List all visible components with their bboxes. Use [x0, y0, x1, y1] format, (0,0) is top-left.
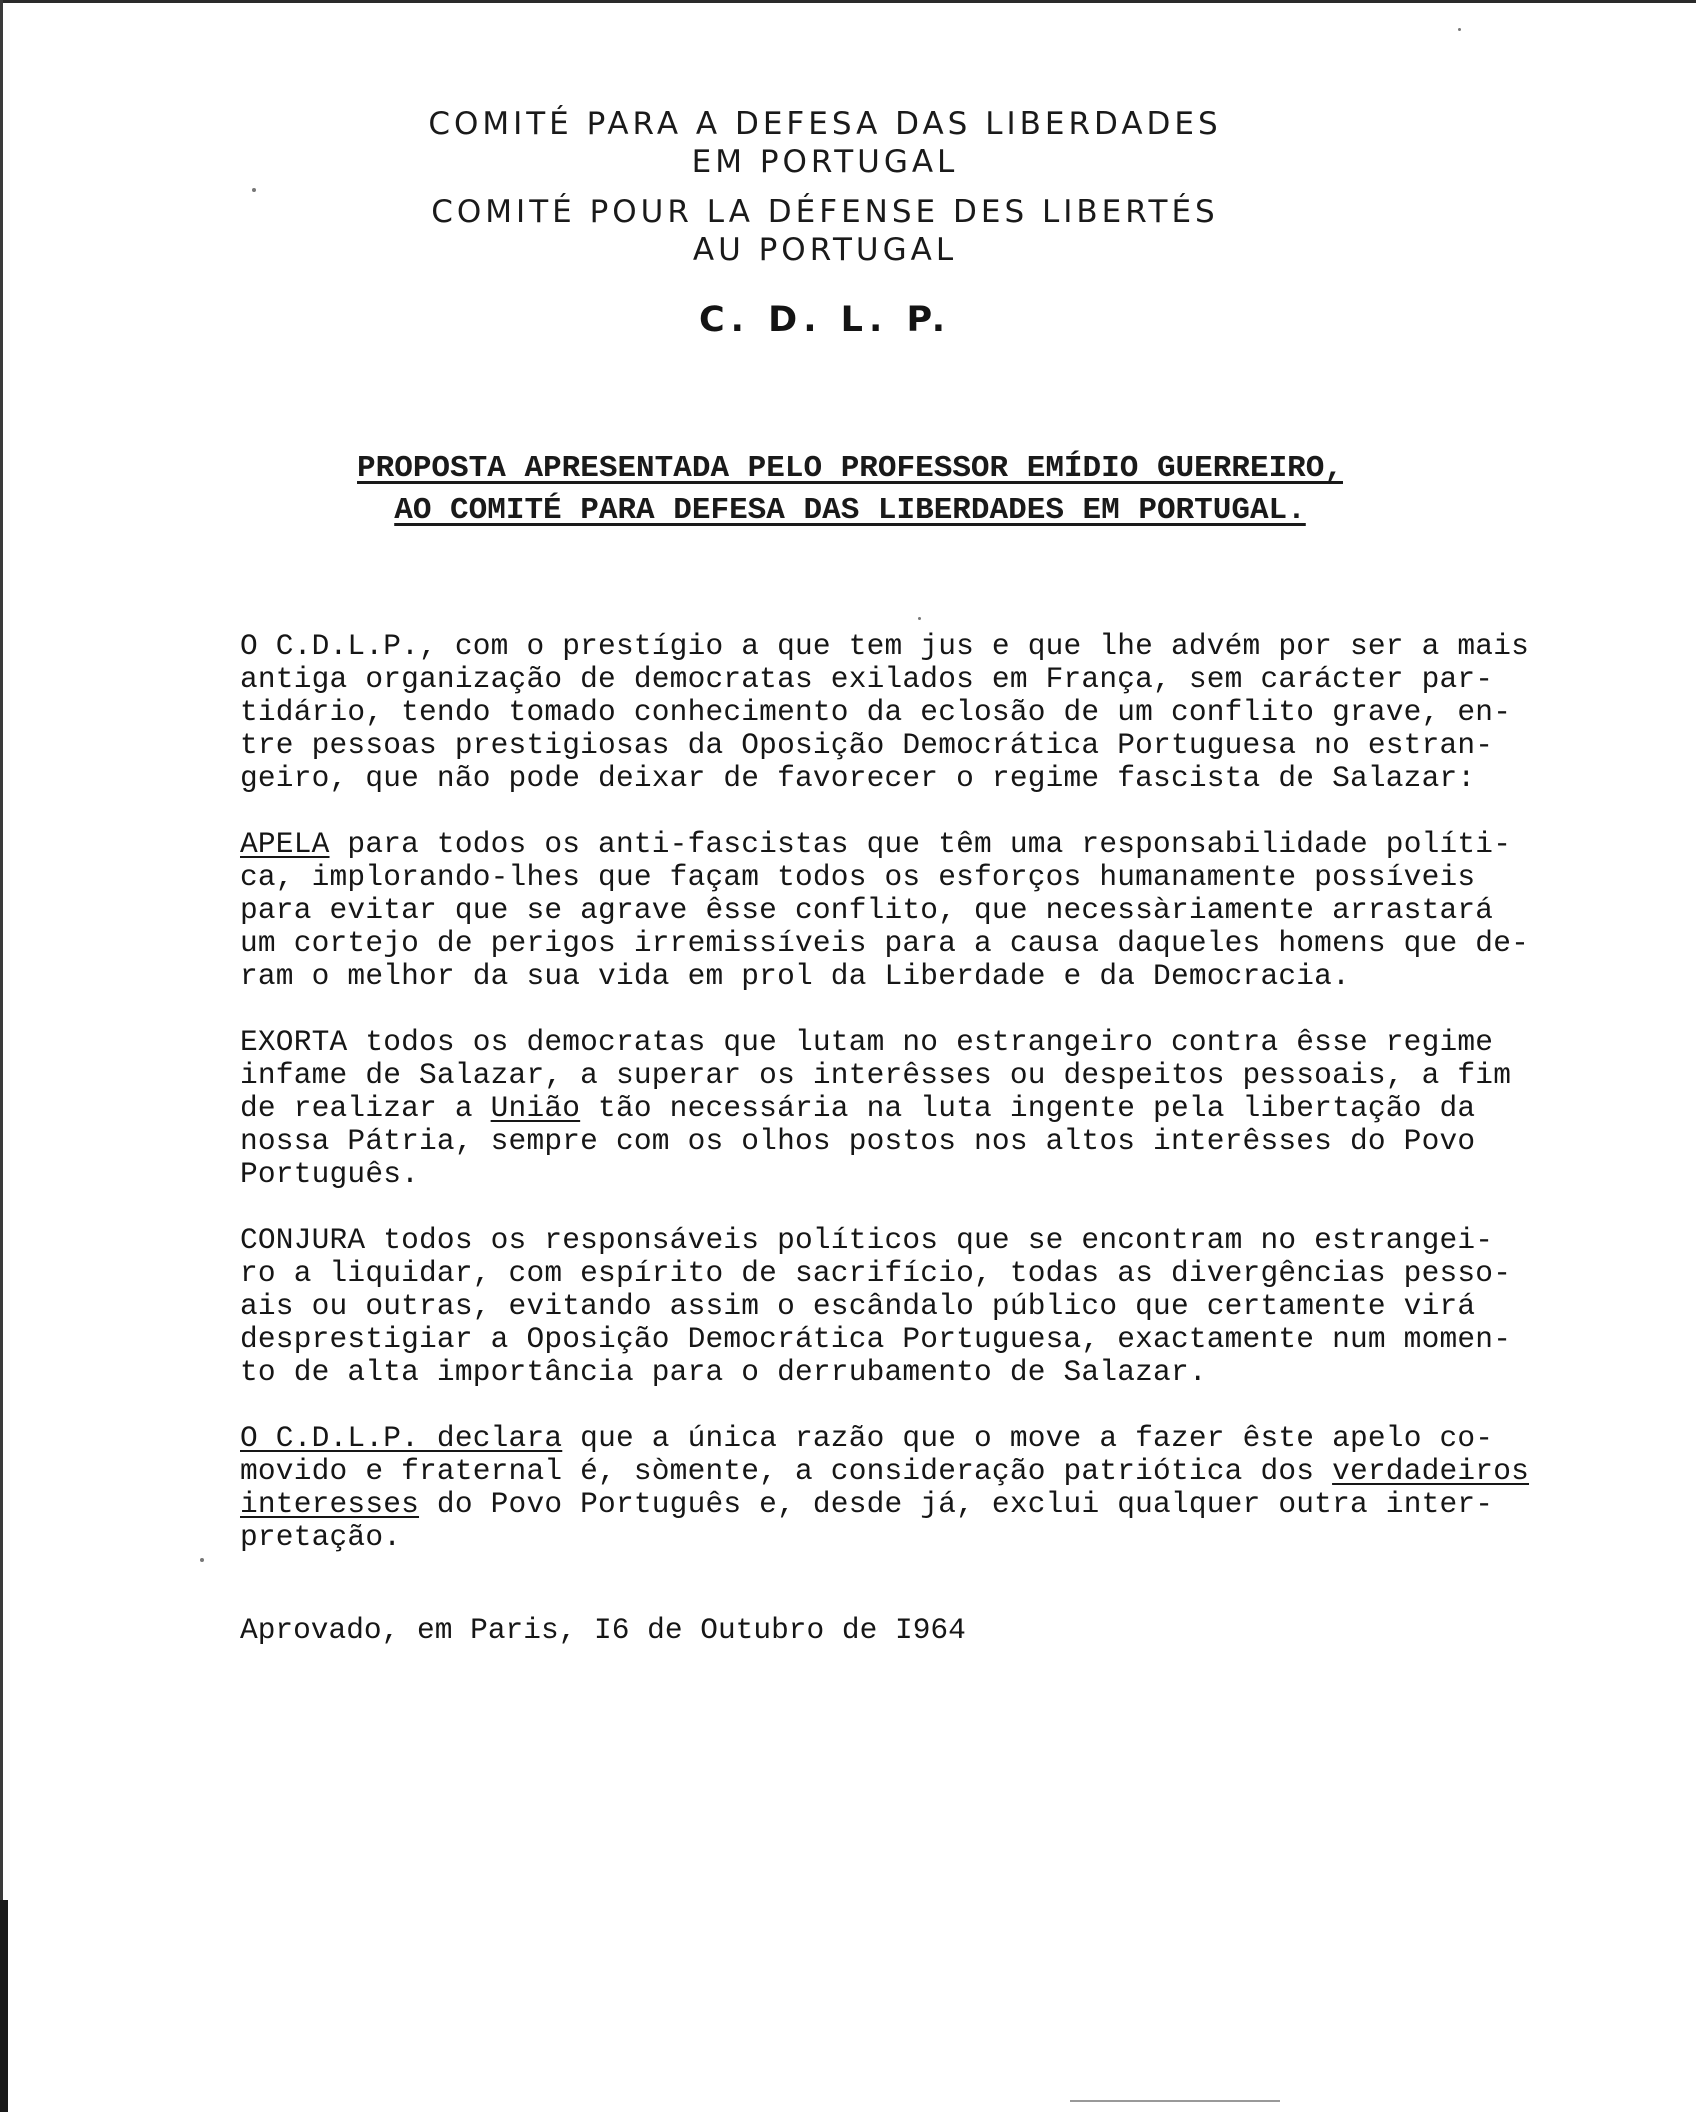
scan-smudge — [1070, 2100, 1280, 2102]
text-fragment: de realizar a — [240, 1091, 491, 1125]
text-line: EXORTA todos os democratas que lutam no estrangeiro contra êsse regime — [240, 1025, 1494, 1059]
text-line: to de alta importância para o derrubamento de Salazar. — [240, 1355, 1207, 1389]
paragraph-apela — [240, 828, 1650, 993]
text-line: pretação. — [240, 1520, 402, 1554]
text-line: tre pessoas prestigiosas da Oposição Democrática Portuguesa no estran- — [240, 728, 1494, 762]
text-line — [240, 1455, 1650, 1488]
text-line: desprestigiar a Oposição Democrática Portuguesa, exactamente num momen- — [240, 1322, 1512, 1356]
text-line: infame de Salazar, a superar os interêsses ou despeitos pessoais, a fim — [240, 1058, 1512, 1092]
keyword-apela: APELA — [240, 827, 330, 861]
text-line: CONJURA todos os responsáveis políticos que se encontram no estrangei- — [240, 1223, 1494, 1257]
letterhead-fr-line1: COMITÉ POUR LA DÉFENSE DES LIBERTÉS — [431, 194, 1219, 230]
text-fragment: que a única razão que o move a fazer êste apelo co- — [562, 1421, 1494, 1455]
document-body — [240, 630, 1650, 1587]
text-line: um cortejo de perigos irremissíveis para a causa daqueles homens que de- — [240, 926, 1530, 960]
keyword-verdadeiros: verdadeiros — [1332, 1454, 1530, 1488]
letterhead-fr-line2: AU PORTUGAL — [692, 232, 958, 268]
text-line — [240, 1422, 1650, 1455]
proposal-title — [300, 448, 1400, 532]
text-line: tidário, tendo tomado conhecimento da eclosão de um conflito grave, en- — [240, 695, 1512, 729]
paragraph-intro — [240, 630, 1650, 795]
proposal-title-line2: AO COMITÉ PARA DEFESA DAS LIBERDADES EM PORTUGAL. — [394, 493, 1306, 528]
text-line: ram o melhor da sua vida em prol da Liberdade e da Democracia. — [240, 959, 1350, 993]
text-line: ro a liquidar, com espírito de sacrifício, todas as divergências pesso- — [240, 1256, 1512, 1290]
paragraph-declara — [240, 1422, 1650, 1554]
scan-speck — [918, 617, 921, 620]
text-fragment: para todos os anti-fascistas que têm uma responsabilidade políti- — [329, 827, 1512, 861]
letterhead-acronym: C. D. L. P. — [698, 300, 951, 340]
text-line: geiro, que não pode deixar de favorecer o regime fascista de Salazar: — [240, 761, 1476, 795]
paragraph-conjura — [240, 1224, 1650, 1389]
approval-date-line: Aprovado, em Paris, I6 de Outubro de I964 — [240, 1613, 966, 1647]
keyword-declara: O C.D.L.P. declara — [240, 1421, 563, 1455]
letterhead-pt-line1: COMITÉ PARA A DEFESA DAS LIBERDADES — [428, 106, 1222, 142]
proposal-title-line1: PROPOSTA APRESENTADA PELO PROFESSOR EMÍDIO GUERREIRO, — [357, 451, 1343, 486]
text-line — [240, 1092, 1650, 1125]
text-line: ca, implorando-lhes que façam todos os esforços humanamente possíveis — [240, 860, 1476, 894]
text-fragment: movido e fraternal é, sòmente, a consideração patriótica dos — [240, 1454, 1333, 1488]
scan-speck — [252, 188, 256, 192]
text-line — [240, 1488, 1650, 1521]
text-fragment: tão necessária na luta ingente pela libertação da — [580, 1091, 1476, 1125]
keyword-uniao: União — [490, 1091, 581, 1125]
scan-speck — [200, 1558, 204, 1562]
text-line: nossa Pátria, sempre com os olhos postos nos altos interêsses do Povo — [240, 1124, 1476, 1158]
keyword-interesses: interesses — [240, 1487, 420, 1521]
text-line: Português. — [240, 1157, 420, 1191]
letterhead-gap — [0, 181, 1650, 193]
page-border-left-thick — [0, 1900, 8, 2112]
text-line: O C.D.L.P., com o prestígio a que tem jus e que lhe advém por ser a mais — [240, 629, 1530, 663]
text-line: ais ou outras, evitando assim o escândalo público que certamente virá — [240, 1289, 1476, 1323]
text-line: para evitar que se agrave êsse conflito, que necessàriamente arrastará — [240, 893, 1494, 927]
letterhead — [0, 105, 1650, 269]
text-line: antiga organização de democratas exilados em França, sem carácter par- — [240, 662, 1494, 696]
letterhead-pt-line2: EM PORTUGAL — [691, 144, 959, 180]
page-border-top — [0, 0, 1696, 3]
text-fragment: do Povo Português e, desde já, exclui qualquer outra inter- — [419, 1487, 1494, 1521]
scan-speck — [1458, 28, 1461, 31]
paragraph-exorta — [240, 1026, 1650, 1191]
text-line — [240, 828, 1650, 861]
